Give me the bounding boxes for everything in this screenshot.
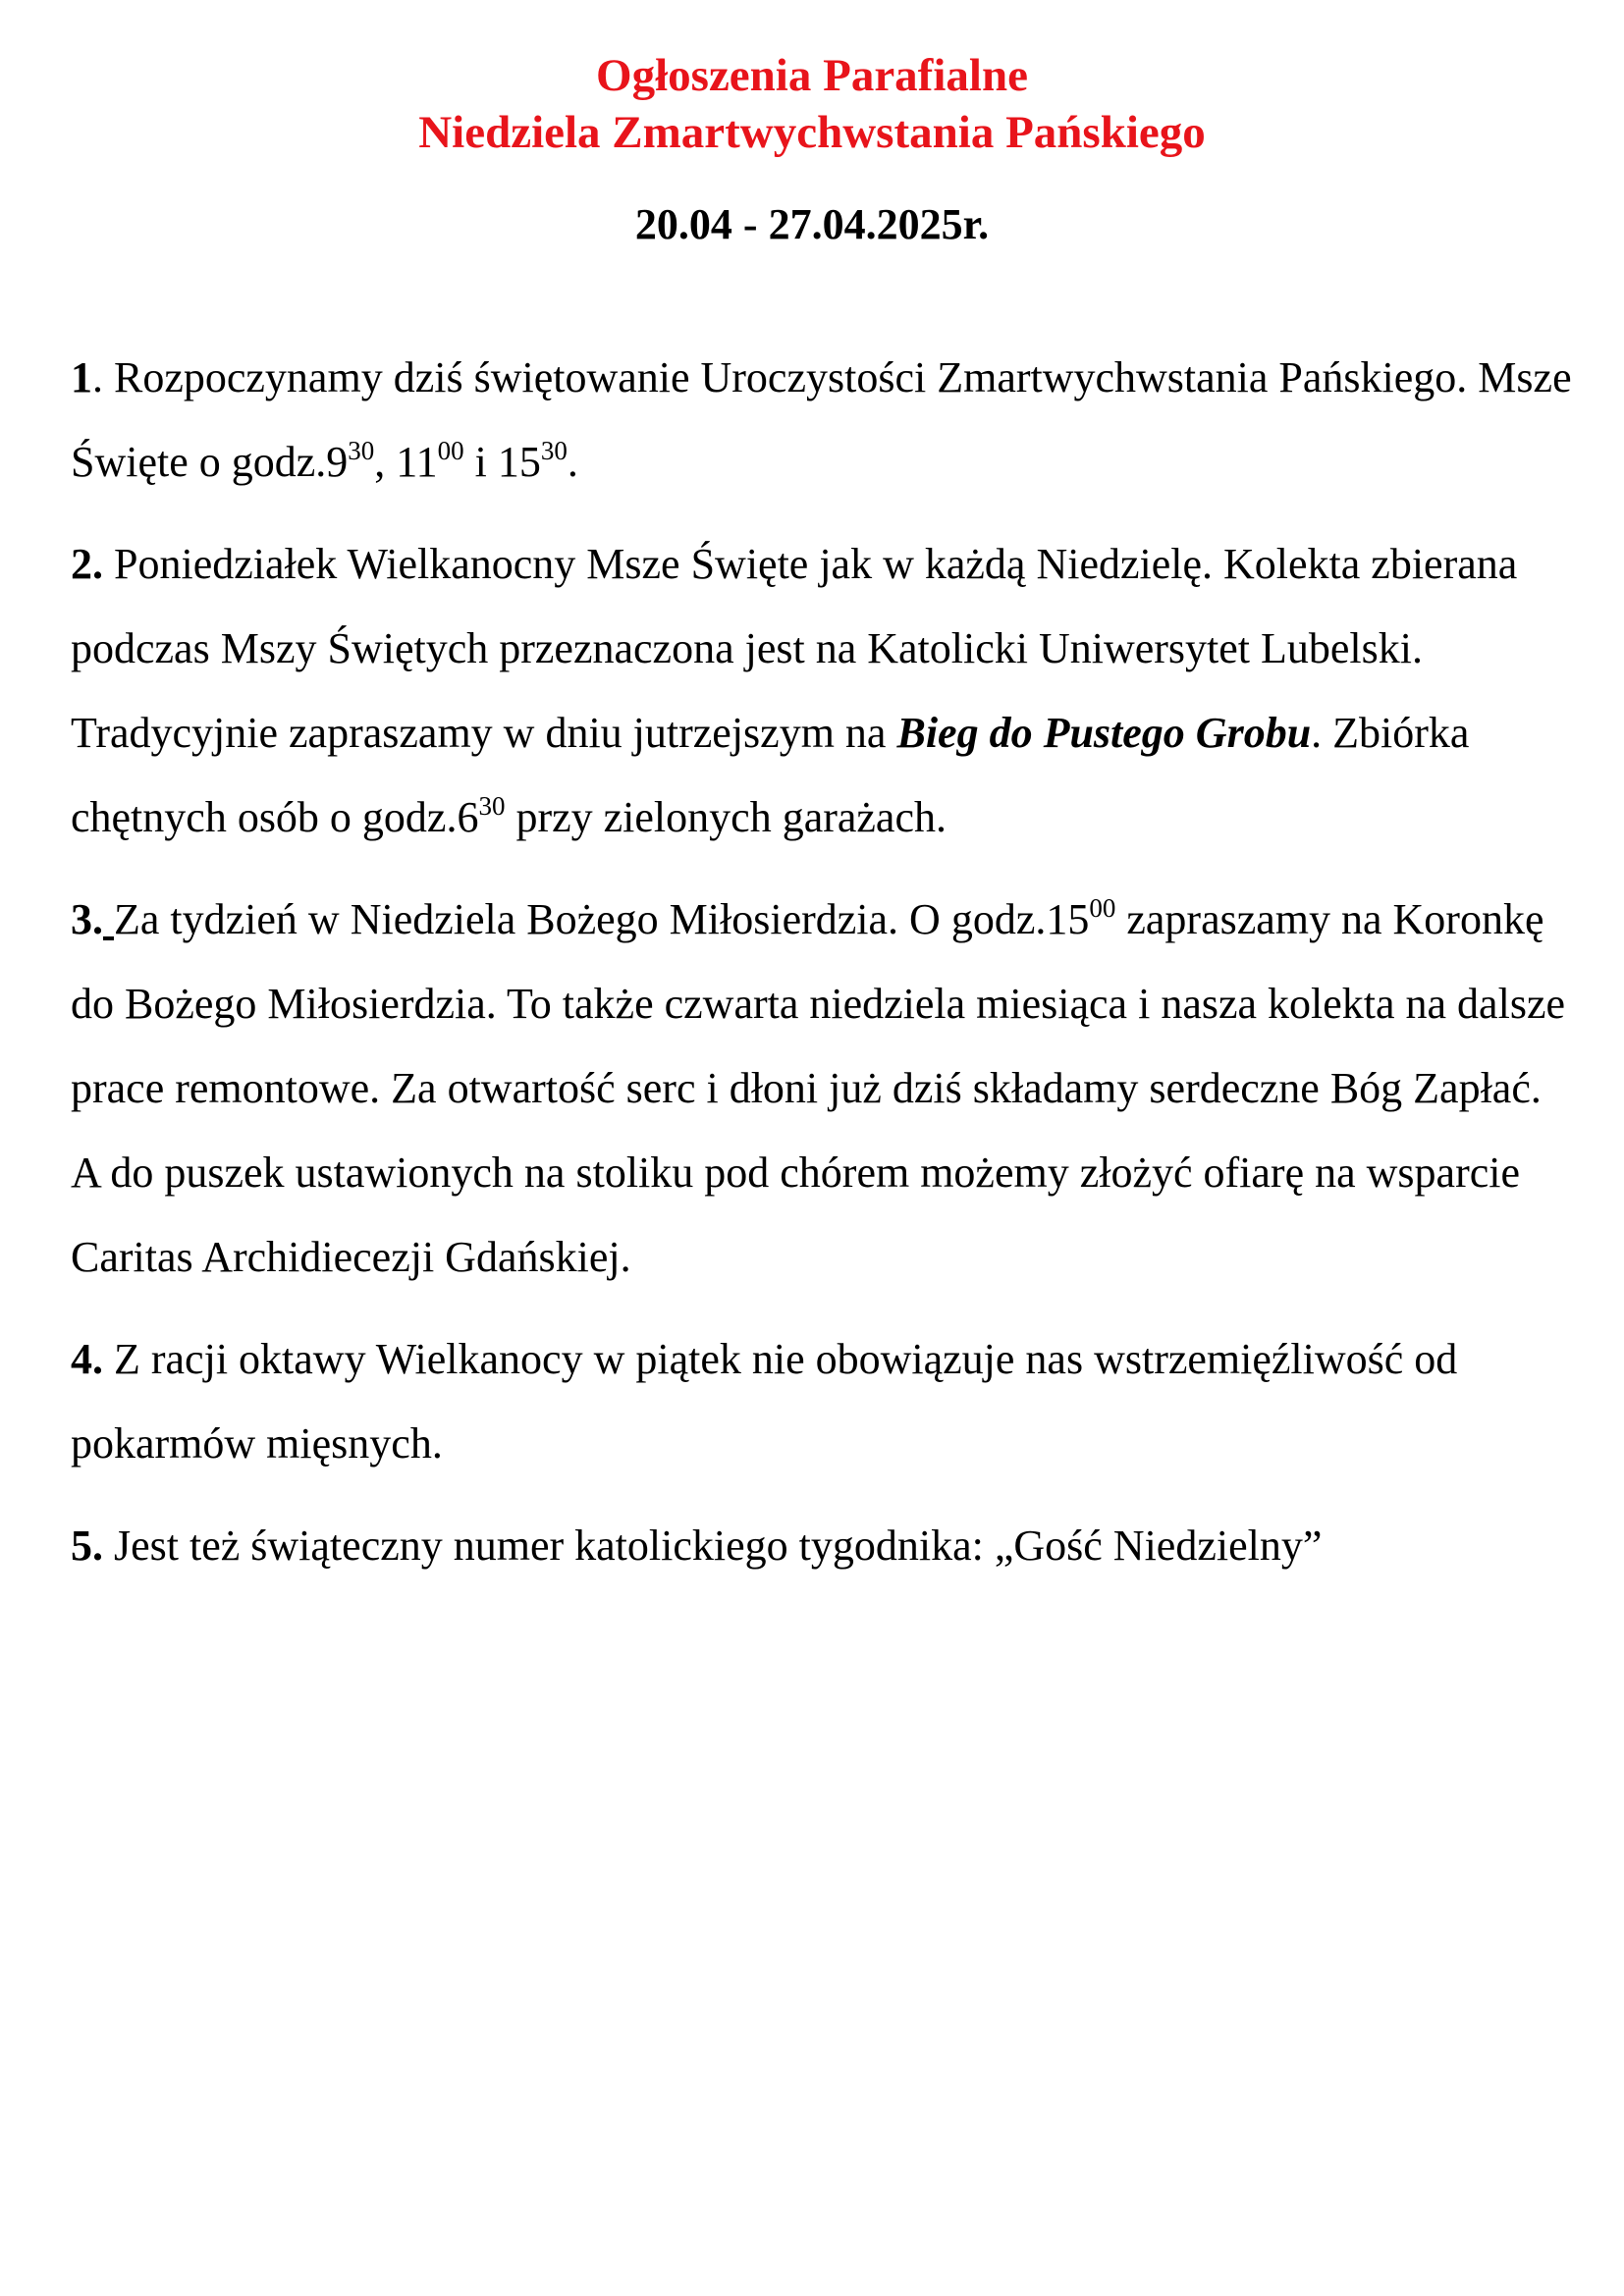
announcement-1 — [71, 336, 1573, 505]
announcement-text: Za tydzień w Niedziela Bożego Miłosierdzia. O godz.15 — [114, 895, 1090, 943]
time-superscript: 00 — [1089, 893, 1116, 923]
announcement-number: 2. — [71, 540, 103, 588]
date-range: 20.04 - 27.04.2025r. — [634, 200, 990, 248]
announcement-text: przy zielonych garażach. — [505, 793, 947, 841]
announcement-number: 4. — [71, 1335, 103, 1383]
announcement-text: . Rozpoczynamy dziś świętowanie Uroczystości Zmartwychwstania Pańskiego. Msze Święte o godz.9 — [71, 353, 1572, 486]
underline-space — [103, 895, 114, 943]
time-superscript: 30 — [348, 436, 375, 465]
page-subtitle: Niedziela Zmartwychwstania Pańskiego — [418, 107, 1206, 158]
announcement-2 — [71, 522, 1573, 860]
time-superscript: 30 — [540, 436, 568, 465]
announcement-number: 5. — [71, 1522, 103, 1570]
announcement-text: , 11 — [374, 438, 438, 486]
announcement-3 — [71, 878, 1573, 1300]
time-superscript: 30 — [478, 791, 506, 821]
announcement-text: . — [567, 438, 578, 486]
announcement-text: i 15 — [463, 438, 541, 486]
announcement-text: Poniedziałek Wielkanocny Msze Święte jak w każdą Niedzielę. Kolekta zbierana podczas Mszy Świętych przeznaczona jest na Katolicki Uniwersytet Lubelski. Tradycyjnie zapraszamy w dniu jutrzejszym na — [71, 540, 1518, 757]
time-superscript: 00 — [437, 436, 464, 465]
announcement-number: 3. — [71, 895, 103, 943]
announcement-text: . Zbiórka chętnych osób o godz.6 — [71, 709, 1470, 841]
announcements-list — [71, 336, 1573, 1588]
page-title: Ogłoszenia Parafialne — [596, 50, 1028, 101]
header — [0, 47, 1624, 251]
announcement-number: 1 — [71, 353, 92, 401]
announcement-text: Jest też świąteczny numer katolickiego tygodnika: „Gość Niedzielny” — [103, 1522, 1323, 1570]
announcement-4 — [71, 1317, 1573, 1486]
event-name-emphasis: Bieg do Pustego Grobu — [896, 709, 1312, 757]
announcement-text: zapraszamy na Koronkę do Bożego Miłosierdzia. To także czwarta niedziela miesiąca i nasza kolekta na dalsze prace remontowe. Za otwartość serc i dłoni już dziś składamy serdeczne Bóg Zapłać. A do puszek ustawionych na stoliku pod chórem możemy złożyć ofiarę na wsparcie Caritas Archidiecezji Gdańskiej. — [71, 895, 1565, 1281]
announcement-5 — [71, 1504, 1573, 1588]
announcement-text: Z racji oktawy Wielkanocy w piątek nie obowiązuje nas wstrzemięźliwość od pokarmów mięsnych. — [71, 1335, 1458, 1468]
